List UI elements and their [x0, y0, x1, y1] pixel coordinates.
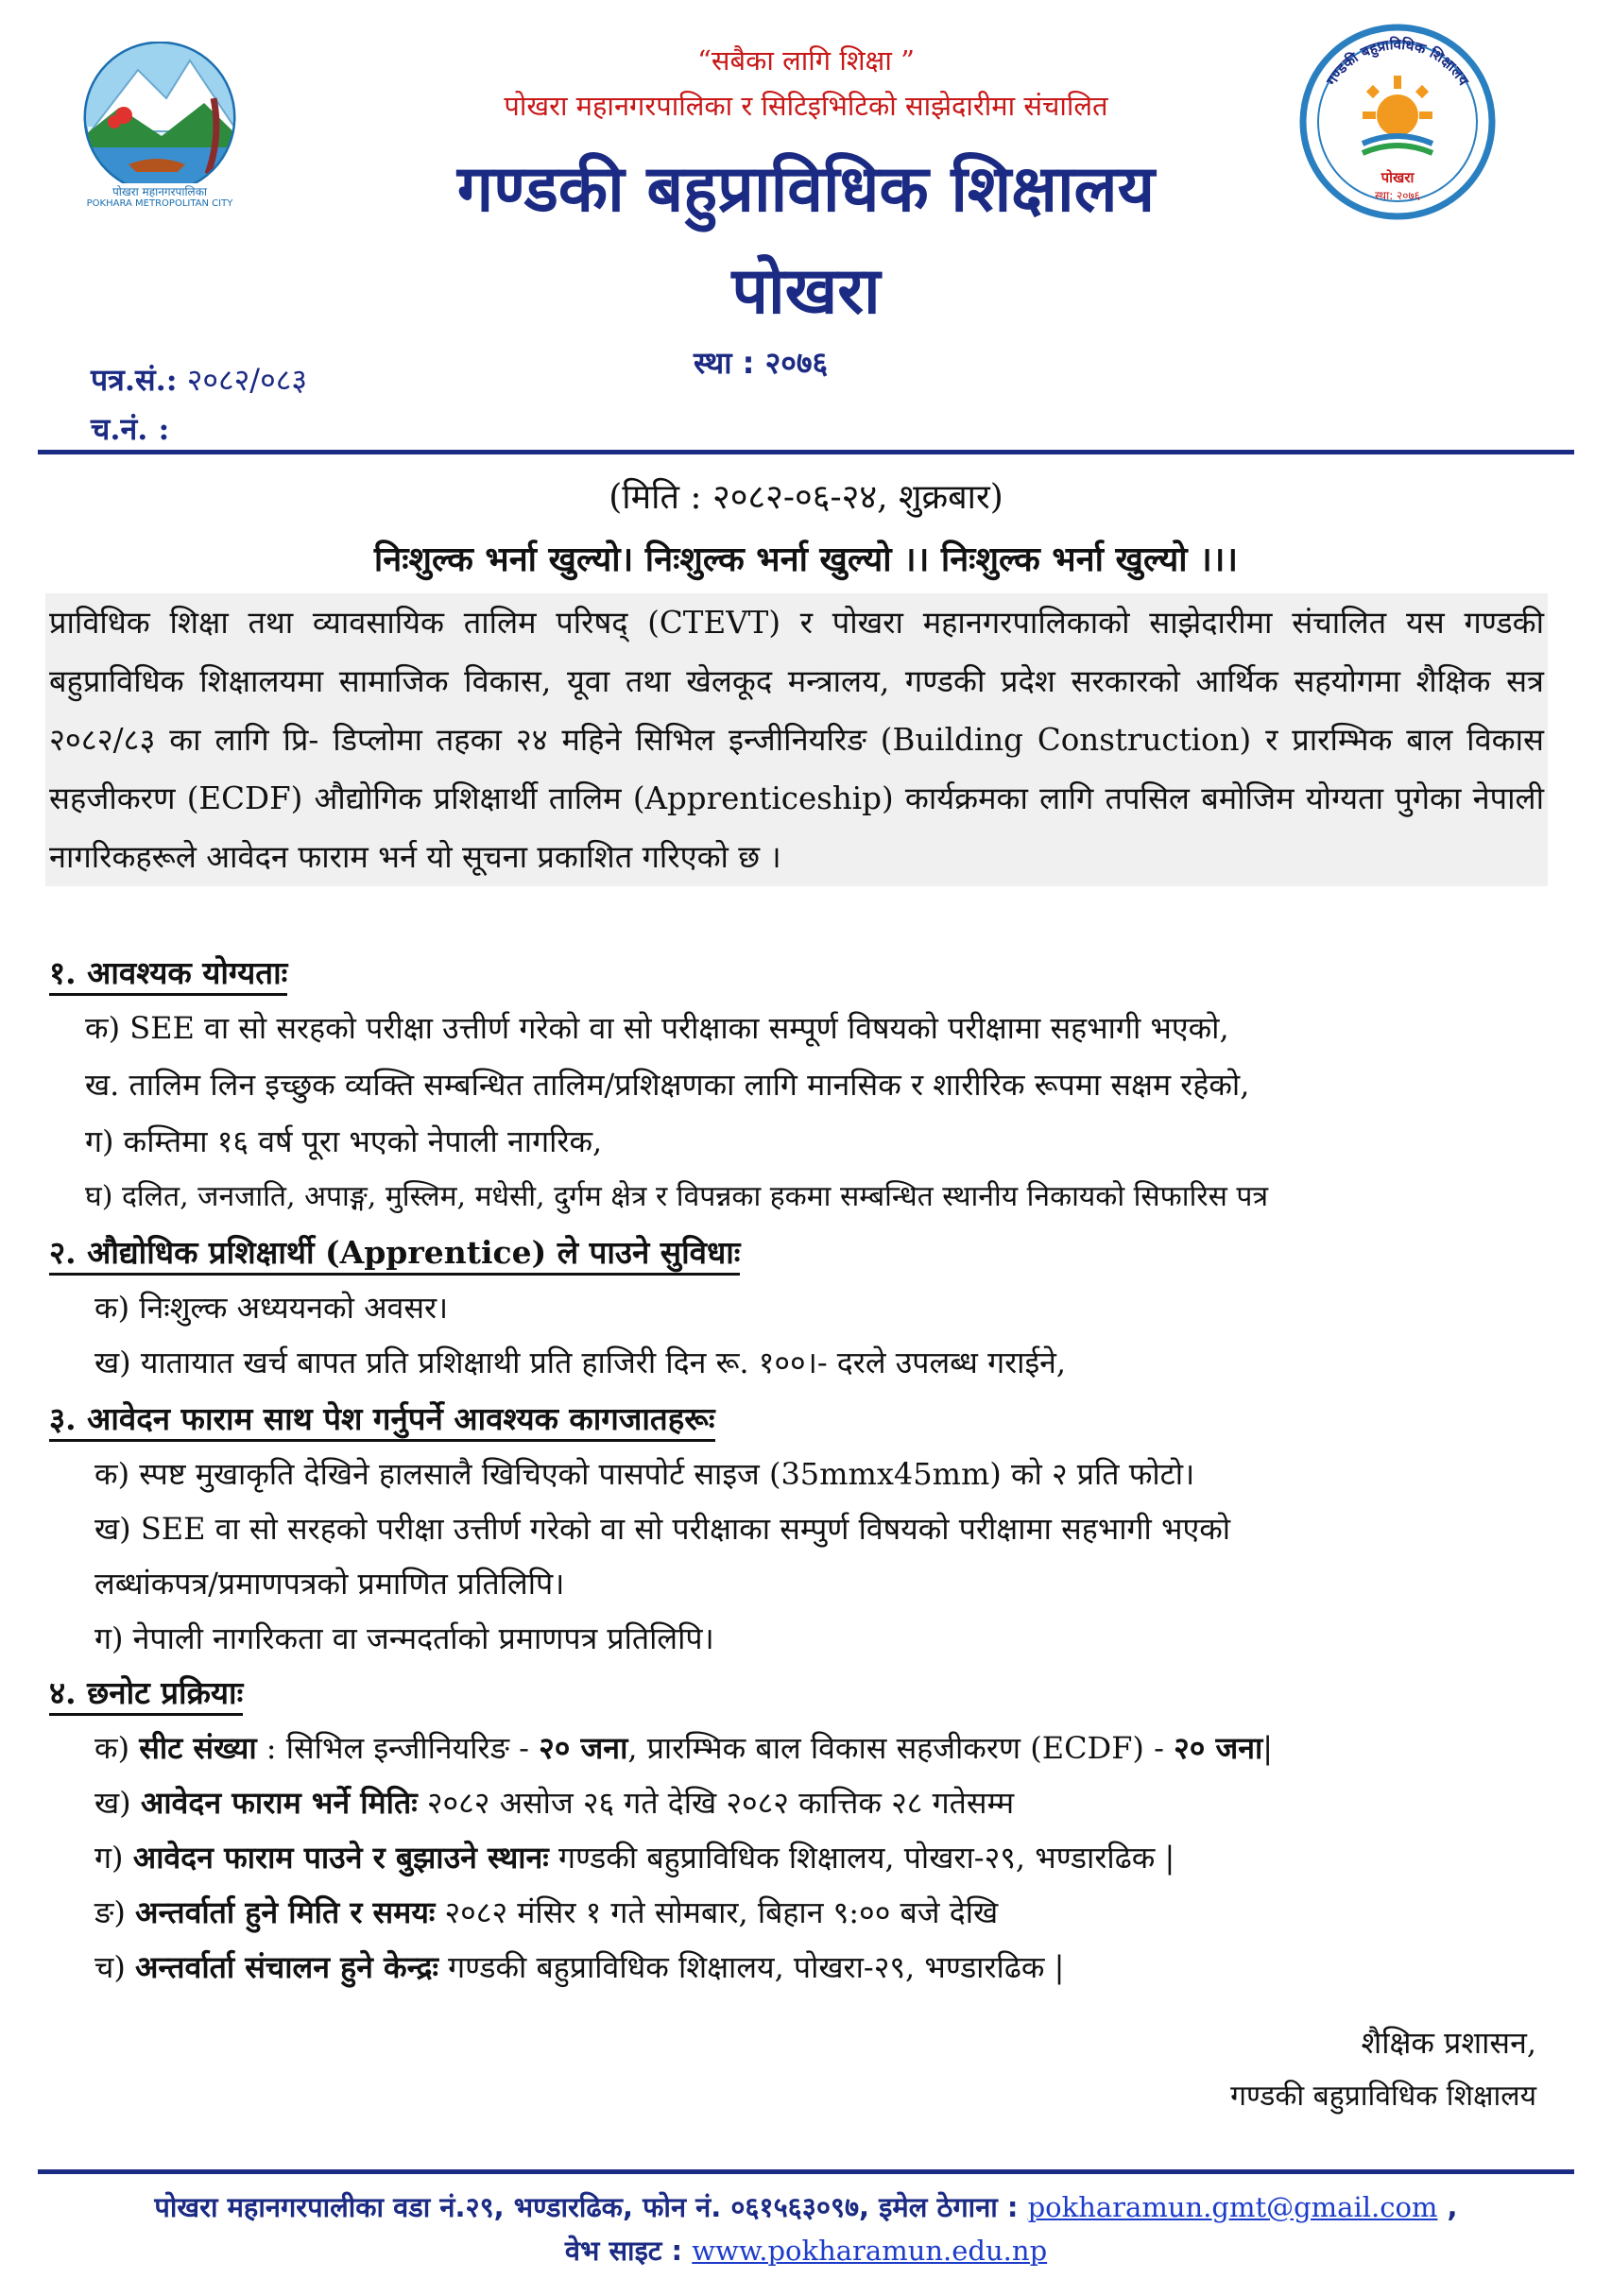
section-3-title: ३. आवेदन फाराम साथ पेश गर्नुपर्ने आवश्यक कागजातहरूः — [49, 1396, 715, 1439]
footer-email-suffix: , — [1447, 2191, 1458, 2223]
section-2-title: २. औद्योधिक प्रशिक्षार्थी (Apprentice) ले पाउने सुविधाः — [49, 1230, 740, 1273]
logo-city: पोखरा — [1380, 169, 1415, 186]
reference-number — [91, 359, 307, 400]
s1-item: ख. तालिम लिन इच्छुक व्यक्ति सम्बन्धित तालिम/प्रशिक्षणका लागि मानसिक र शारीरिक रूपमा सक्षम रहेको, — [85, 1067, 1250, 1103]
institution-city: पोखरा — [731, 254, 881, 329]
tagline: “सबैका लागि शिक्षा ” — [697, 44, 915, 77]
section-1-title: १. आवश्यक योग्यताः — [49, 951, 287, 993]
ref-value: २०८२/०८३ — [186, 362, 308, 398]
footer-web — [0, 2232, 1612, 2269]
s3-item: क) स्पष्ट मुखाकृति देखिने हालसालै खिचिएको पासपोर्ट साइज (35mmx45mm) को २ प्रति फोटो। — [94, 1456, 1195, 1492]
s4-item-form-place: ग) आवेदन फाराम पाउने र बुझाउने स्थानः गण्डकी बहुप्राविधिक शिक्षालय, पोखरा-२९, भण्डारढिक | — [94, 1840, 1175, 1876]
notice-intro — [45, 593, 1548, 886]
s2-item: क) निःशुल्क अध्ययनको अवसर। — [94, 1290, 449, 1326]
chalani-number: च.नं. : — [91, 411, 170, 447]
s4-item-form-dates: ख) आवेदन फाराम भर्ने मितिः २०८२ असोज २६ गते देखि २०८२ कात्तिक २८ गतेसम्म — [94, 1785, 1015, 1821]
partnership-line: पोखरा महानगरपालिका र सिटिइभिटिको साझेदारीमा संचालित — [504, 90, 1108, 122]
s1-item: ग) कम्तिमा १६ वर्ष पूरा भएको नेपाली नागरिक, — [85, 1123, 603, 1159]
s4-item-interview-date: ङ) अन्तर्वार्ता हुने मिति र समयः २०८२ मंसिर १ गते सोमबार, बिहान ९:०० बजे देखि — [94, 1894, 999, 1930]
s1-item: घ) दलित, जनजाति, अपाङ्ग, मुस्लिम, मधेसी, दुर्गम क्षेत्र र विपन्नका हकमा सम्बन्धित स्थानीय निकायको सिफारिस पत्र — [85, 1180, 1269, 1213]
notice-headline: निःशुल्क भर्ना खुल्यो। निःशुल्क भर्ना खुल्यो ।। निःशुल्क भर्ना खुल्यो ।।। — [373, 540, 1239, 579]
s2-item: ख) यातायात खर्च बापत प्रति प्रशिक्षाथी प्रति हाजिरी दिन रू. १००।- दरले उपलब्ध गराईने, — [94, 1345, 1067, 1380]
footer-website-link[interactable]: www.pokharamun.edu.np — [692, 2235, 1048, 2267]
s4-item-seats: क) सीट संख्या : सिभिल इन्जीनियरिङ - २० जना, प्रारम्भिक बाल विकास सहजीकरण (ECDF) - २० जना| — [94, 1730, 1274, 1766]
logo-ring-text: गण्डकी बहुप्राविधिक शिक्षालय — [1322, 35, 1473, 89]
footer-address: पोखरा महानगरपालीका वडा नं.२९, भण्डारढिक, फोन नं. ०६१५६३०९७, इमेल ठेगाना : — [154, 2191, 1019, 2223]
logo-estd: स्था: २०७६ — [1374, 189, 1421, 202]
s4-item-interview-center: च) अन्तर्वार्ता संचालन हुने केन्द्रः गण्डकी बहुप्राविधिक शिक्षालय, पोखरा-२९, भण्डारढिक | — [94, 1949, 1065, 1985]
logo-caption: पोखरा महानगरपालिका — [111, 185, 208, 198]
header-divider — [38, 450, 1574, 454]
footer-web-label: वेभ साइट : — [564, 2235, 683, 2267]
footer-email-link[interactable]: pokharamun.gmt@gmail.com — [1027, 2191, 1438, 2223]
s1-item: क) SEE वा सो सरहको परीक्षा उत्तीर्ण गरेको वा सो परीक्षाका सम्पूर्ण विषयको परीक्षामा सहभागी भएको, — [85, 1010, 1229, 1046]
footer-divider — [38, 2169, 1574, 2174]
section-4-title: ४. छनोट प्रक्रियाः — [49, 1671, 243, 1713]
s3-item: ग) नेपाली नागरिकता वा जन्मदर्ताको प्रमाणपत्र प्रतिलिपि। — [94, 1620, 714, 1656]
signature-title: शैक्षिक प्रशासन, — [1361, 2025, 1536, 2061]
signature-org: गण्डकी बहुप्राविधिक शिक्षालय — [1230, 2080, 1536, 2113]
established-year: स्था : २०७६ — [694, 345, 829, 381]
notice-date: (मिति : २०८२-०६-२४, शुक्रबार) — [609, 478, 1003, 517]
ref-label: पत्र.सं.: — [91, 362, 178, 398]
footer-contact — [0, 2188, 1612, 2225]
s3-item: लब्धांकपत्र/प्रमाणपत्रको प्रमाणित प्रतिलिपि। — [94, 1566, 565, 1602]
s3-item: ख) SEE वा सो सरहको परीक्षा उत्तीर्ण गरेको वा सो परीक्षाका सम्पुर्ण विषयको परीक्षामा सहभागी भएको — [94, 1511, 1231, 1547]
institution-name: गण्डकी बहुप्राविधिक शिक्षालय — [456, 152, 1156, 227]
intro-text: प्राविधिक शिक्षा तथा व्यावसायिक तालिम परिषद् (CTEVT) र पोखरा महानगरपालिकाको साझेदारीमा संचालित यस गण्डकी बहुप्राविधिक शिक्षालयमा सामाजिक विकास, यूवा तथा खेलकूद मन्त्रालय, गण्डकी प्रदेश सरकारको आर्थिक सहयोगमा शैक्षिक सत्र २०८२/८३ का लागि प्रि- डिप्लोमा तहका २४ महिने सिभिल इन्जीनियरिङ (Building Construction) र प्रारम्भिक बाल विकास सहजीकरण (ECDF) औद्योगिक प्रशिक्षार्थी तालिम (Apprenticeship) कार्यक्रमका लागि तपसिल बमोजिम योग्यता पुगेका नेपाली नागरिकहरूले आवेदन फाराम भर्न यो सूचना प्रकाशित गरिएको छ । — [49, 605, 1544, 875]
logo-caption-en: POKHARA METROPOLITAN CITY — [86, 198, 233, 209]
